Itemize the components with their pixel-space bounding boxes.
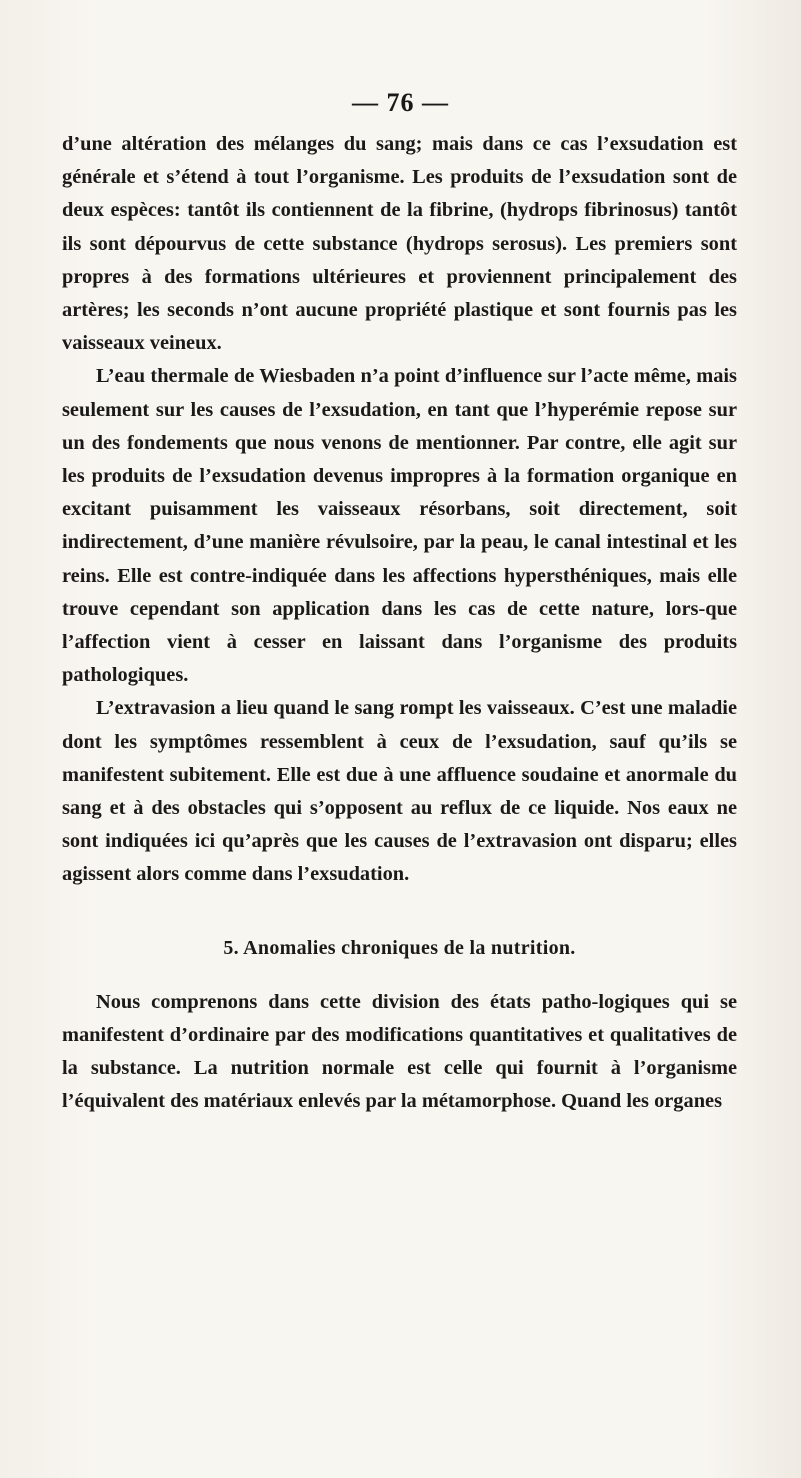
paragraph-nutrition-anomalies: Nous comprenons dans cette division des états patho-logiques qui se manifestent d’ordinaire par des modifications quantitatives et qualitatives de la substance. La nutrition normale est celle qui fournit à l’organisme l’équivalent des matériaux enlevés par la métamorphose. Quand les organes bbox=[62, 990, 737, 1113]
section-heading: 5. Anomalies chroniques de la nutrition. bbox=[223, 936, 576, 959]
paragraph-exsudation-continued: d’une altération des mélanges du sang; mais dans ce cas l’exsudation est générale et s’étend à tout l’organisme. Les produits de l’exsudation sont de deux espèces: tantôt ils contiennent de la fibrine, (hydrops fibrinosus) tantôt ils sont dépourvus de cette substance (hydrops serosus). Les premiers sont propres à des formations ultérieures et proviennent principalement des artères; les seconds n’ont aucune propriété plastique et sont fournis pas les vaisseaux veineux. bbox=[62, 133, 737, 355]
paragraph-extravasion: L’extravasion a lieu quand le sang rompt les vaisseaux. C’est une maladie dont les symptômes ressemblent à ceux de l’exsudation, sauf qu’ils se manifestent subitement. Elle est due à une affluence soudaine et anormale du sang et à des obstacles qui s’opposent au reflux de ce liquide. Nos eaux ne sont indiquées ici qu’après que les causes de l’extravasion ont disparu; elles agissent alors comme dans l’exsudation. bbox=[62, 697, 737, 886]
page-body bbox=[62, 128, 737, 1118]
paragraph-wiesbaden-water: L’eau thermale de Wiesbaden n’a point d’influence sur l’acte même, mais seulement sur les causes de l’exsudation, en tant que l’hyperémie repose sur un des fondements que nous venons de mentionner. Par contre, elle agit sur les produits de l’exsudation devenus impropres à la formation organique en excitant puisamment les vaisseaux résorbans, soit directement, soit indirectement, d’une manière révulsoire, par la peau, le canal intestinal et les reins. Elle est contre-indiquée dans les affections hypersthéniques, mais elle trouve cependant son application dans les cas de cette nature, lors-que l’affection vient à cesser en laissant dans l’organisme des produits pathologiques. bbox=[62, 365, 737, 687]
page-number-header: — 76 — bbox=[352, 88, 449, 117]
